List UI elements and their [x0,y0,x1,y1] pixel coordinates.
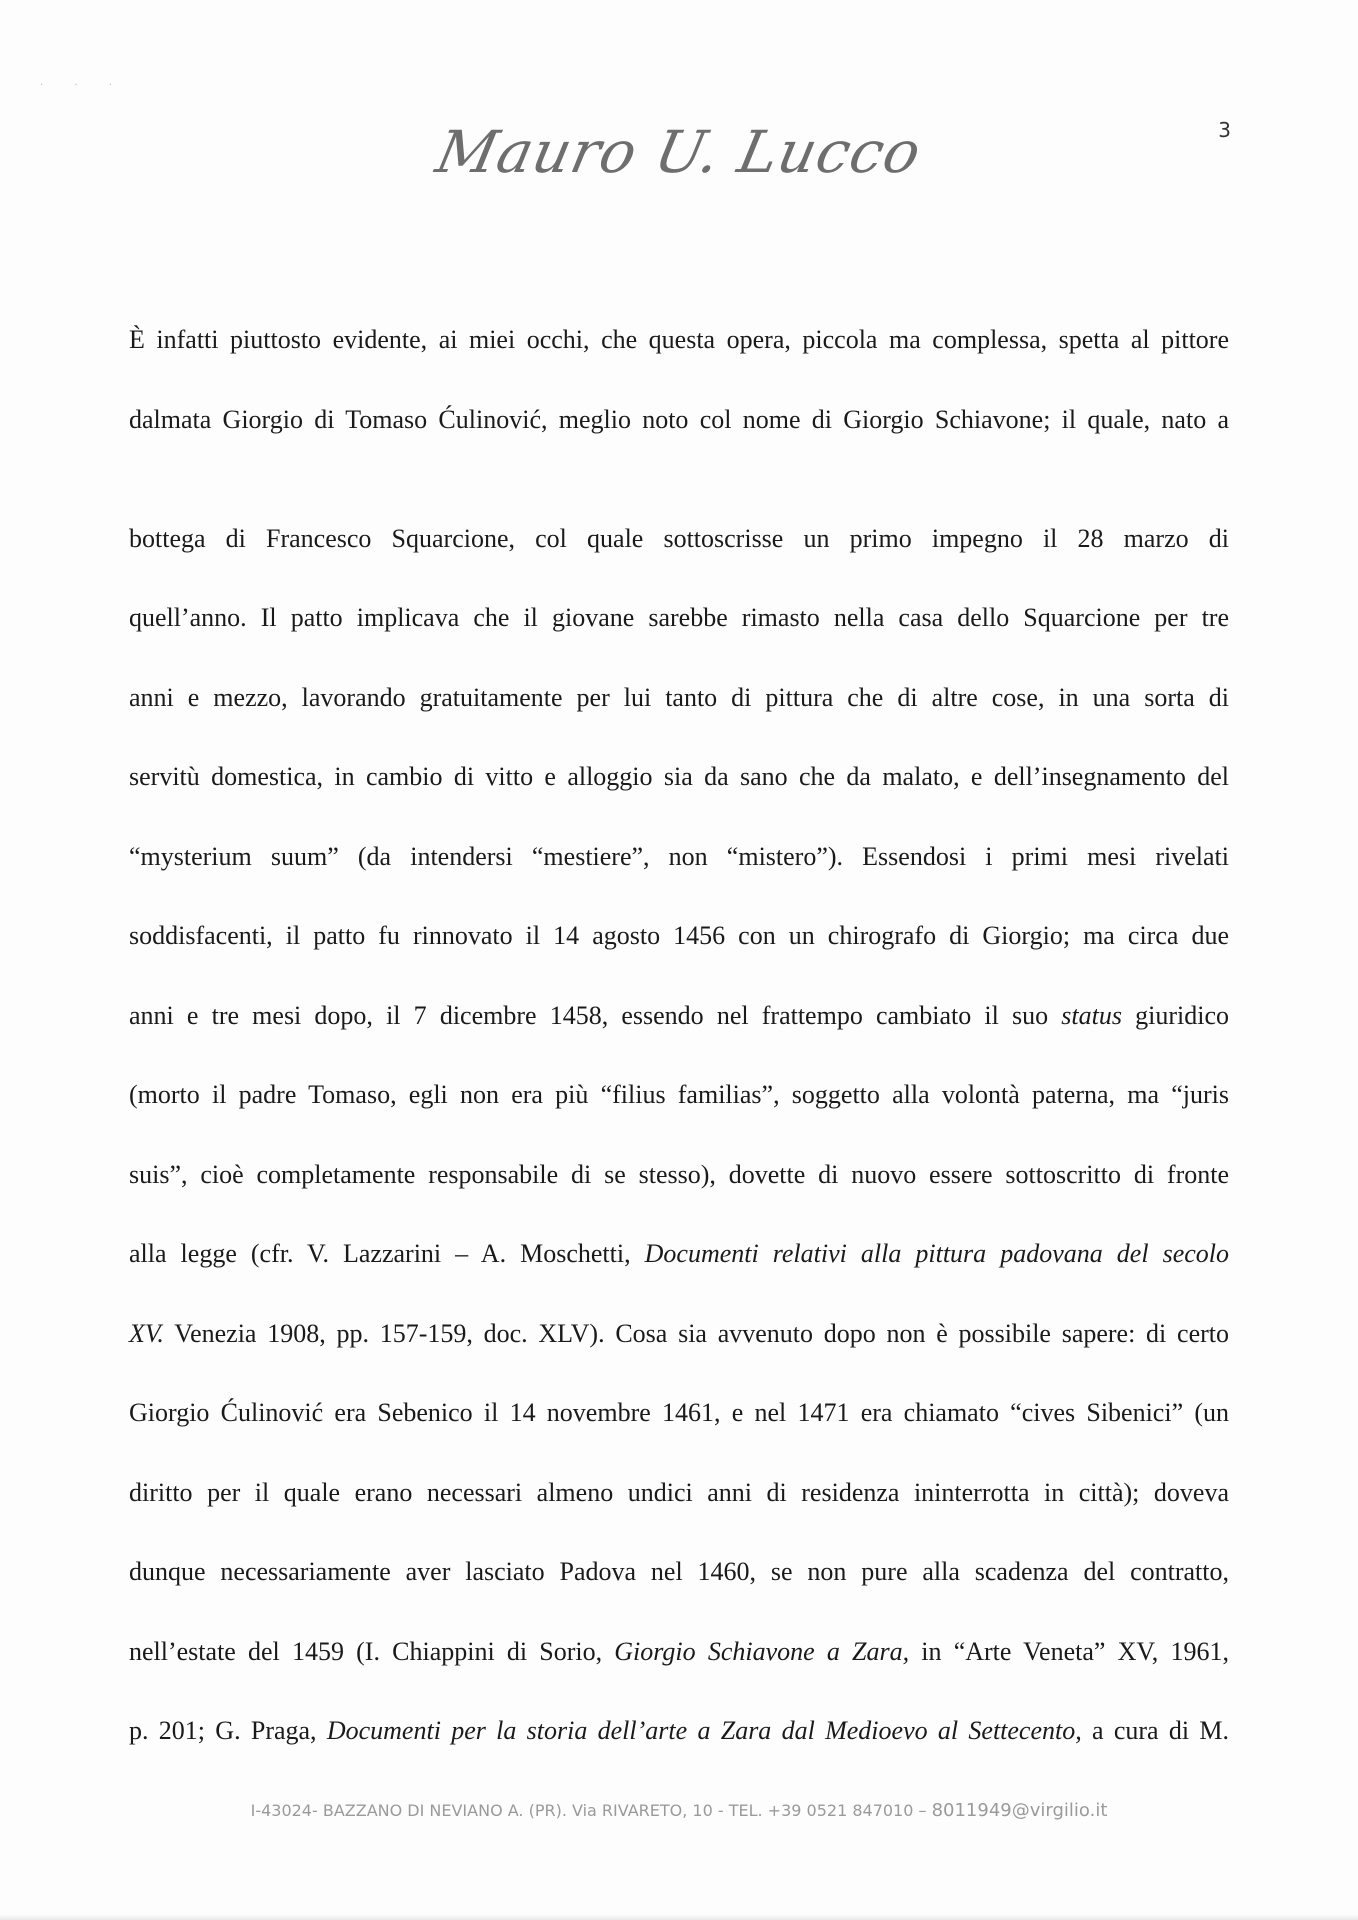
body-text [129,320,1229,1791]
body-line: suis”, cioè completamente responsabile di se stesso), dovette di nuovo essere sottoscritto di fronte [129,1159,1229,1189]
body-line: Giorgio Ćulinović era Sebenico il 14 novembre 1461, e nel 1471 era chiamato “cives Sibenici” (un [129,1398,1229,1427]
italic-term: status [1061,1000,1122,1030]
body-line [129,1632,1229,1712]
footer-email[interactable]: 8011949@virgilio.it [931,1800,1108,1821]
line-text: p. 201; G. Praga, [129,1716,327,1745]
line-text: giuridico [1121,1000,1229,1030]
body-line: (morto il padre Tomaso, egli non era più “filius familias”, soggetto alla volontà paterna, ma “juris [129,1080,1229,1109]
body-line [129,1234,1229,1314]
body-line: dunque necessariamente aver lasciato Padova nel 1460, se non pure alla scadenza del contratto, [129,1557,1229,1586]
italic-title: XV. [129,1318,164,1348]
scan-specks: · · · [40,80,126,91]
body-line: bottega di Francesco Squarcione, col quale sottoscrisse un primo impegno il 28 marzo di [129,523,1229,553]
line-text: Venezia 1908, pp. 157-159, doc. XLV). Cosa sia avvenuto dopo non è possibile sapere: di certo [163,1318,1229,1348]
footer-address-text: I-43024- BAZZANO DI NEVIANO A. (PR). Via RIVARETO, 10 - TEL. +39 0521 847010 – [250,1801,932,1820]
line-text: nell’estate del 1459 (I. Chiappini di Sorio, [129,1636,615,1666]
body-line [129,1314,1229,1394]
body-line: È infatti piuttosto evidente, ai miei occhi, che questa opera, piccola ma complessa, spetta al pittore [129,325,1229,354]
scan-edge [0,1914,1358,1920]
line-text: in “Arte Veneta” XV, 1961, [909,1636,1229,1666]
footer-address [0,1800,1358,1821]
italic-title: Documenti relativi alla pittura padovana del secolo [644,1239,1230,1268]
line-text: a cura di M. [1081,1716,1229,1745]
italic-title: Giorgio Schiavone a Zara, [614,1636,910,1666]
body-line: diritto per il quale erano necessari almeno undici anni di residenza ininterrotta in città); doveva [129,1477,1229,1507]
italic-title: Documenti per la storia dell’arte a Zara dal Medioevo al Settecento, [326,1716,1082,1745]
body-line: dalmata Giorgio di Tomaso Ćulinović, meglio noto col nome di Giorgio Schiavone; il quale, nato a [129,404,1229,434]
line-text: alla legge (cfr. V. Lazzarini – A. Moschetti, [129,1239,645,1268]
body-line: anni e mezzo, lavorando gratuitamente per lui tanto di pittura che di altre cose, in una sorta di [129,682,1229,712]
line-text: anni e tre mesi dopo, il 7 dicembre 1458, essendo nel frattempo cambiato il suo [129,1000,1062,1030]
letterhead-signature: Mauro U. Lucco [430,118,928,186]
body-line: “mysterium suum” (da intendersi “mestiere”, non “mistero”). Essendosi i primi mesi rivelati [129,841,1229,871]
body-line [129,1711,1229,1791]
body-line: quell’anno. Il patto implicava che il giovane sarebbe rimasto nella casa dello Squarcione per tre [129,603,1229,632]
body-line: soddisfacenti, il patto fu rinnovato il 14 agosto 1456 con un chirografo di Giorgio; ma circa due [129,921,1229,950]
body-line [129,996,1229,1076]
page-number: 3 [1218,118,1231,142]
body-line: servitù domestica, in cambio di vitto e alloggio sia da sano che da malato, e dell’insegnamento del [129,762,1229,791]
